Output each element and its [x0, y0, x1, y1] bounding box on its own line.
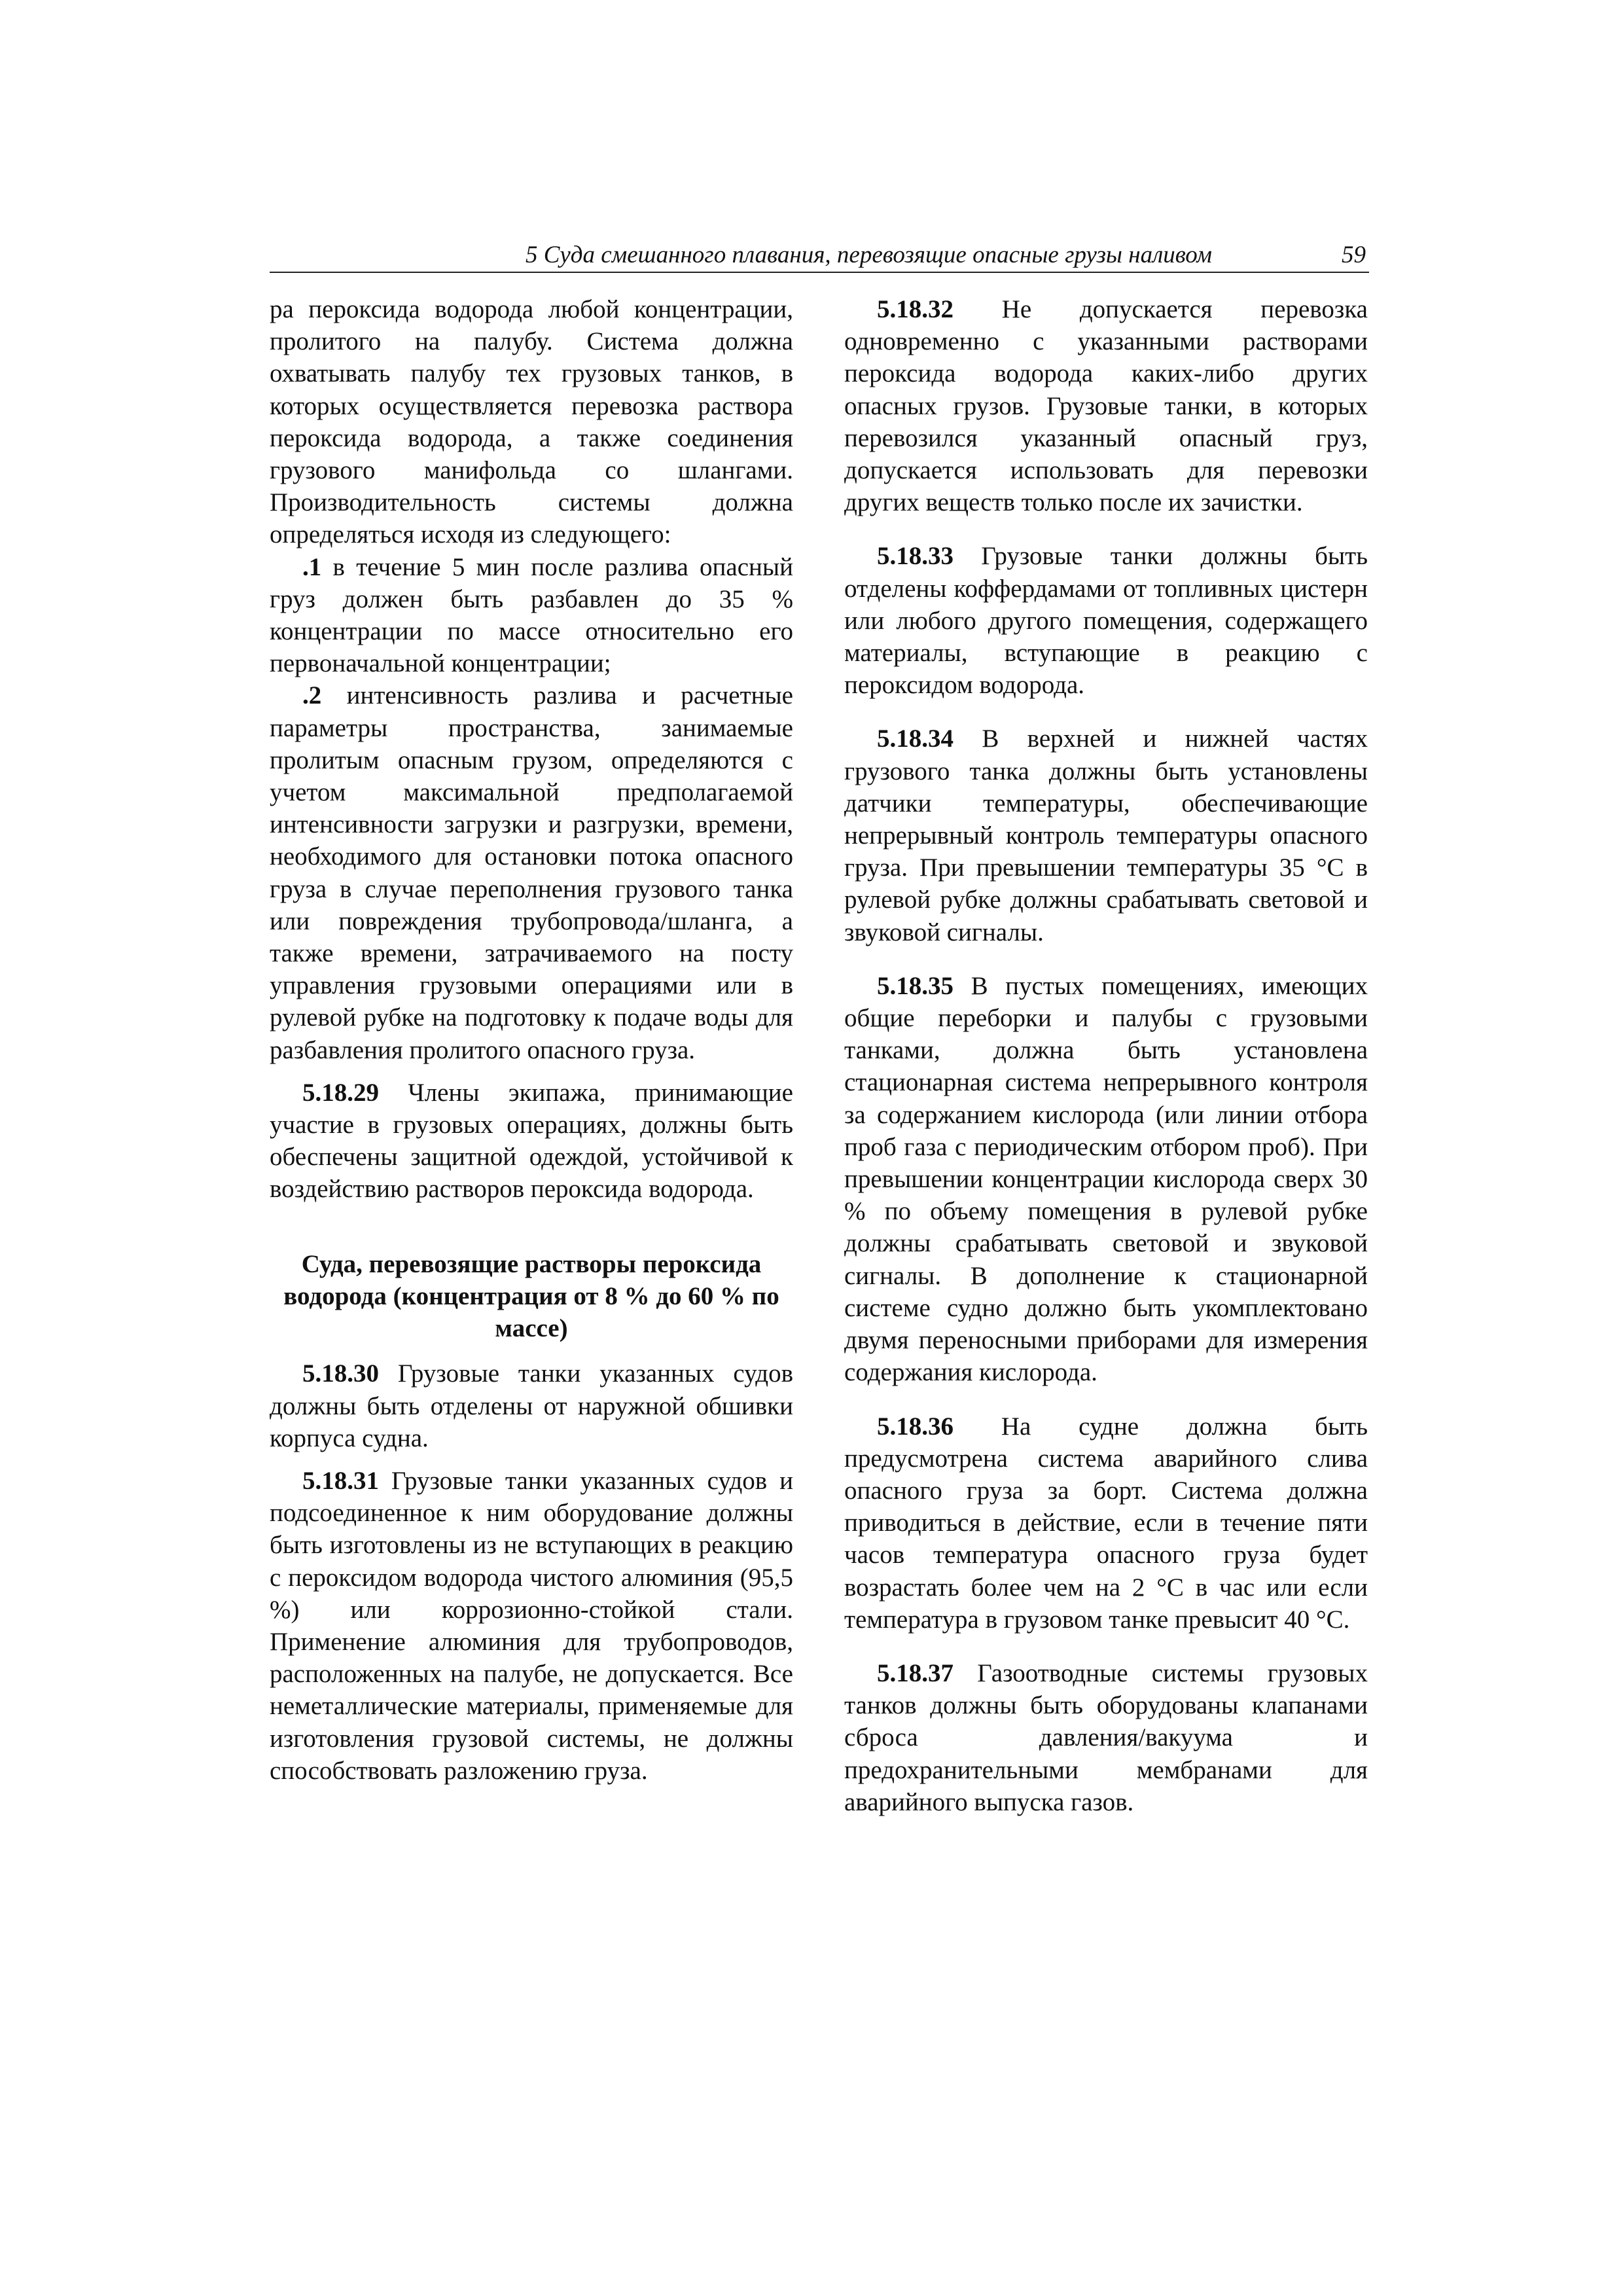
section-number: 5.18.36 — [877, 1412, 954, 1441]
running-header-title: 5 Суда смешанного плавания, перевозящие опасные грузы наливом — [525, 242, 1212, 268]
item-text: в течение 5 мин после разлива опасный груз должен быть разбавлен до 35 % концентрации по массе относительно его первоначальной концентрации; — [270, 552, 793, 678]
paragraph-continued: ра пероксида водорода любой концентрации, пролитого на палубу. Система должна охватывать палубу тех грузовых танков, в которых осуществляется перевозка раствора пероксида водорода, а также соединения грузового манифольда со шлангами. Производительность системы должна определяться исходя из следующего: — [270, 295, 793, 549]
subsection-heading: Суда, перевозящие растворы пероксида водорода (концентрация от 8 % до 60 % по массе) — [283, 1249, 779, 1343]
section-text: В верхней и нижней частях грузового танка должны быть установлены датчики температуры, обеспечивающие непрерывный контроль температуры опасного груза. При превышении температуры 35 °С в рулевой рубке должны срабатывать световой и звуковой сигналы. — [844, 725, 1368, 946]
section-text: Грузовые танки указанных судов должны быть отделены от наружной обшивки корпуса судна. — [270, 1359, 793, 1452]
section-text: На судне должна быть предусмотрена система аварийного слива опасного груза за борт. Система должна приводиться в действие, если в течение пяти часов температура опасного груза будет возрастать более чем на 2 °С в час или если температура в грузовом танке превысит 40 °С. — [844, 1412, 1368, 1634]
section-number: 5.18.29 — [302, 1078, 379, 1107]
section-text: Не допускается перевозка одновременно с указанными растворами пероксида водорода каких-либо других опасных грузов. Грузовые танки, в которых перевозился указанный опасный груз, допускается использовать для перевозки других веществ только после их зачистки. — [844, 295, 1368, 517]
item-text: интенсивность разлива и расчетные параметры пространства, занимаемые пролитым опасным грузом, определяются с учетом максимальной предполагаемой интенсивности загрузки и разгрузки, времени, необходимого для остановки потока опасного груза в случае переполнения грузового танка или повреждения трубопровода/шланга, а также времени, затрачиваемого на посту управления грузовыми операциями или в рулевой рубке на подготовку к подаче воды для разбавления пролитого опасного груза. — [270, 681, 793, 1064]
section-number: 5.18.32 — [877, 295, 954, 323]
section-number: 5.18.31 — [302, 1466, 379, 1495]
list-item-1 — [270, 551, 793, 680]
section-number: 5.18.30 — [302, 1359, 379, 1388]
section-text: Грузовые танки должны быть отделены коффердамами от топливных цистерн или любого другого помещения, содержащего материалы, вступающие в реакцию с пероксидом водорода. — [844, 542, 1368, 700]
section-text: Газоотводные системы грузовых танков должны быть оборудованы клапанами сброса давления/вакуума и предохранительными мембранами для аварийного выпуска газов. — [844, 1659, 1368, 1816]
list-item-2 — [270, 679, 793, 1066]
item-number: .1 — [302, 552, 322, 581]
section-5-18-32 — [844, 293, 1368, 518]
section-5-18-34 — [844, 723, 1368, 948]
item-number: .2 — [302, 681, 322, 710]
section-5-18-35 — [844, 970, 1368, 1389]
section-5-18-30 — [270, 1357, 793, 1454]
section-text: В пустых помещениях, имеющих общие переборки и палубы с грузовыми танками, должна быть установлена стационарная система непрерывного контроля за содержанием кислорода (или линии отбора проб газа с периодическим отбором проб). При превышении концентрации кислорода сверх 30 % по объему помещения в рулевой рубке должны срабатывать световой и звуковой сигналы. В дополнение к стационарной системе судно должно быть укомплектовано двумя переносными приборами для измерения содержания кислорода. — [844, 971, 1368, 1387]
section-5-18-36 — [844, 1410, 1368, 1636]
section-text: Грузовые танки указанных судов и подсоединенное к ним оборудование должны быть изготовлены из не вступающих в реакцию с пероксидом водорода чистого алюминия (95,5 %) или коррозионно-стойкой стали. Применение алюминия для трубопроводов, расположенных на палубе, не допускается. Все неметаллические материалы, применяемые для изготовления грузовой системы, не должны способствовать разложению груза. — [270, 1466, 793, 1785]
section-number: 5.18.34 — [877, 725, 954, 753]
page-number: 59 — [1342, 242, 1366, 268]
section-5-18-31 — [270, 1465, 793, 1787]
section-5-18-29 — [270, 1077, 793, 1206]
section-number: 5.18.35 — [877, 971, 954, 1000]
section-5-18-33 — [844, 540, 1368, 701]
running-header — [270, 239, 1369, 273]
section-number: 5.18.37 — [877, 1659, 954, 1687]
section-text: Члены экипажа, принимающие участие в грузовых операциях, должны быть обеспечены защитной одеждой, устойчивой к воздействию растворов пероксида водорода. — [270, 1078, 793, 1204]
right-column — [844, 293, 1368, 1818]
left-column — [270, 293, 793, 1787]
section-number: 5.18.33 — [877, 542, 954, 571]
section-5-18-37 — [844, 1657, 1368, 1818]
